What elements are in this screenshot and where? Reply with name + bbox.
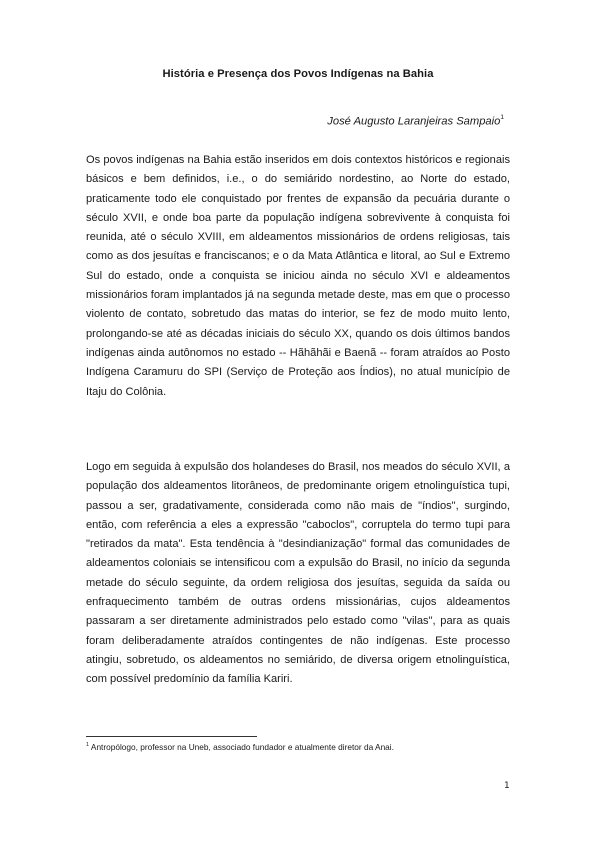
- footnote-separator: [86, 736, 257, 737]
- footnote-mark: 1: [86, 742, 90, 748]
- author-line: [327, 115, 504, 128]
- author-name: José Augusto Laranjeiras Sampaio: [327, 115, 501, 128]
- paragraph-1: Os povos indígenas na Bahia estão inseridos em dois contextos históricos e regionais básicos e bem definidos, i.e., o do semiárido nordestino, ao Norte do estado, praticamente todo ele conquistado por frentes de expansão da pecuária durante o século XVII, e onde boa parte da população indígena sobrevivente à conquista foi reunida, até o século XVIII, em aldeamentos missionários de ordens religiosas, tais como as dos jesuítas e franciscanos; e o da Mata Atlântica e litoral, ao Sul e Extremo Sul do estado, onde a conquista se iniciou ainda no século XVI e aldeamentos missionários foram implantados já na segunda metade deste, mas em que o processo violento de contato, sobretudo das matas do interior, se fez de modo muito lento, prolongando-se até as décadas iniciais do século XX, quando os dois últimos bandos indígenas ainda autônomos no estado -- Hãhãhãi e Baenã -- foram atraídos ao Posto Indígena Caramuru do SPI (Serviço de Proteção aos Índios), no atual município de Itaju do Colônia.: [86, 154, 510, 398]
- footnote-text: Antropólogo, professor na Uneb, associado fundador e atualmente diretor da Anai.: [89, 741, 394, 752]
- paragraph-2: Logo em seguida à expulsão dos holandeses do Brasil, nos meados do século XVII, a população dos aldeamentos litorâneos, de predominante origem etnolinguística tupi, passou a ser, gradativamente, considerada como não mais de "índios", surgindo, então, com referência a eles a expressão "caboclos", corruptela do termo tupi para "retirados da mata". Esta tendência à "desindianização" formal das comunidades de aldeamentos coloniais se intensificou com a expulsão do Brasil, no início da segunda metade do século seguinte, da ordem religiosa dos jesuítas, seguida da saída ou enfraquecimento também de outras ordens missionárias, cujos aldeamentos passaram a ser diretamente administrados pelo estado como "vilas", para as quais foram deliberadamente atraídos contingentes de não indígenas. Este processo atingiu, sobretudo, os aldeamentos no semiárido, de diversa origem etnolinguística, com possível predomínio da família Kariri.: [86, 461, 510, 686]
- footnote-reference[interactable]: 1: [500, 114, 504, 121]
- page-number: 1: [504, 781, 510, 791]
- footnote: [86, 740, 510, 753]
- document-title: História e Presença dos Povos Indígenas na Bahia: [162, 68, 434, 80]
